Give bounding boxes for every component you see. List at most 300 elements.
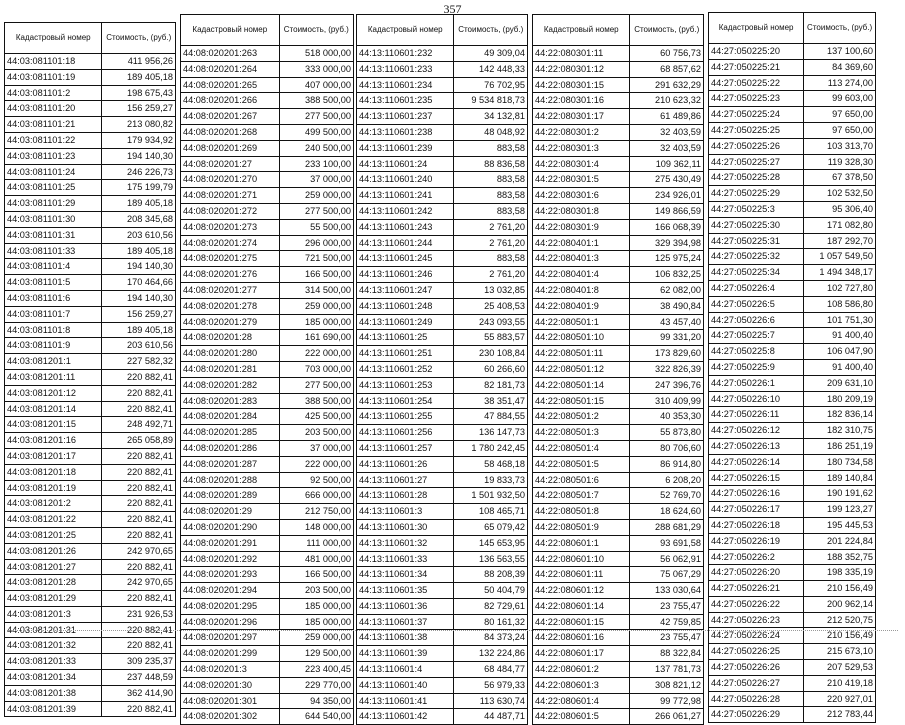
cost-cell: 194 140,30	[102, 290, 176, 306]
cost-cell: 38 490,84	[630, 298, 704, 314]
table-row	[533, 693, 704, 709]
cadastral-number-cell: 44:08:020201:263	[181, 46, 280, 62]
cadastral-number-cell: 44:27:050225:32	[709, 249, 804, 265]
table-row	[709, 707, 876, 723]
table-row	[357, 314, 528, 330]
cadastral-number-cell: 44:13:110601:39	[357, 646, 454, 662]
table-row	[181, 630, 354, 646]
table-row	[181, 267, 354, 283]
cadastral-number-cell: 44:27:050226:26	[709, 660, 804, 676]
table-row	[533, 61, 704, 77]
cost-cell: 186 251,19	[804, 438, 876, 454]
cadastral-number-cell: 44:22:080301:16	[533, 93, 630, 109]
cadastral-number-cell: 44:13:110601:25	[357, 330, 454, 346]
cadastral-number-cell: 44:27:050226:27	[709, 675, 804, 691]
table-row	[709, 565, 876, 581]
table-row	[533, 662, 704, 678]
cadastral-number-cell: 44:13:110601:233	[357, 61, 454, 77]
cadastral-number-cell: 44:13:110601:40	[357, 677, 454, 693]
cadastral-number-cell: 44:27:050225:25	[709, 122, 804, 138]
cost-cell: 32 403,59	[630, 124, 704, 140]
table-row	[5, 290, 176, 306]
cost-cell: 99 603,00	[804, 91, 876, 107]
table-row	[709, 549, 876, 565]
cadastral-number-cell: 44:03:081101:24	[5, 164, 102, 180]
cadastral-number-cell: 44:08:020201:30	[181, 677, 280, 693]
cadastral-number-cell: 44:13:110601:28	[357, 488, 454, 504]
cost-cell: 190 191,62	[804, 486, 876, 502]
cadastral-number-cell: 44:13:110601:235	[357, 93, 454, 109]
cost-cell: 329 394,98	[630, 235, 704, 251]
cadastral-number-cell: 44:03:081101:5	[5, 275, 102, 291]
cadastral-number-cell: 44:08:020201:274	[181, 235, 280, 251]
cost-cell: 182 836,14	[804, 407, 876, 423]
cadastral-number-cell: 44:27:050226:17	[709, 502, 804, 518]
cost-cell: 180 734,58	[804, 454, 876, 470]
cadastral-number-cell: 44:22:080301:5	[533, 172, 630, 188]
cadastral-number-cell: 44:22:080401:4	[533, 267, 630, 283]
cadastral-number-cell: 44:27:050226:25	[709, 644, 804, 660]
cost-cell: 208 345,68	[102, 211, 176, 227]
cost-cell: 129 500,00	[279, 646, 353, 662]
cadastral-number-cell: 44:27:050225:28	[709, 170, 804, 186]
cadastral-number-cell: 44:13:110601:241	[357, 188, 454, 204]
table-row	[709, 391, 876, 407]
cost-cell: 310 409,99	[630, 393, 704, 409]
table-row	[533, 109, 704, 125]
cadastral-number-cell: 44:03:081201:11	[5, 369, 102, 385]
table-row	[533, 93, 704, 109]
cost-cell: 188 352,75	[804, 549, 876, 565]
cadastral-number-cell: 44:03:081101:9	[5, 338, 102, 354]
cost-cell: 237 448,59	[102, 670, 176, 686]
cadastral-number-cell: 44:22:080501:6	[533, 472, 630, 488]
table-row	[5, 243, 176, 259]
table-row	[533, 567, 704, 583]
cost-cell: 97 650,00	[804, 107, 876, 123]
cost-cell: 220 882,41	[102, 527, 176, 543]
cost-cell: 60 266,60	[454, 361, 528, 377]
cadastral-number-cell: 44:08:020201:278	[181, 298, 280, 314]
table-row	[357, 425, 528, 441]
cost-cell: 99 772,98	[630, 693, 704, 709]
cost-cell: 80 706,60	[630, 440, 704, 456]
column-header-cost: Стоимость, (руб.)	[804, 13, 876, 44]
cost-cell: 2 761,20	[454, 267, 528, 283]
table-row	[5, 512, 176, 528]
table-row	[709, 107, 876, 123]
table-row	[533, 377, 704, 393]
cadastral-number-cell: 44:13:110601:249	[357, 314, 454, 330]
cost-cell: 92 500,00	[279, 472, 353, 488]
cost-cell: 212 783,44	[804, 707, 876, 723]
cadastral-number-cell: 44:08:020201:270	[181, 172, 280, 188]
table-row	[709, 265, 876, 281]
table-row	[181, 440, 354, 456]
table-row	[533, 251, 704, 267]
cadastral-number-cell: 44:22:080501:7	[533, 488, 630, 504]
table-row	[709, 454, 876, 470]
cost-cell: 242 970,65	[102, 543, 176, 559]
table-row	[533, 314, 704, 330]
table-row	[709, 217, 876, 233]
table-row	[533, 614, 704, 630]
cadastral-number-cell: 44:08:020201:272	[181, 203, 280, 219]
cadastral-number-cell: 44:08:020201:279	[181, 314, 280, 330]
cost-cell: 407 000,00	[279, 77, 353, 93]
table-row	[5, 369, 176, 385]
table-row	[357, 251, 528, 267]
table-row	[533, 630, 704, 646]
cost-cell: 2 761,20	[454, 235, 528, 251]
table-row	[5, 306, 176, 322]
table-row	[709, 201, 876, 217]
cost-cell: 94 350,00	[279, 693, 353, 709]
cadastral-number-cell: 44:08:020201:283	[181, 393, 280, 409]
table-row	[709, 138, 876, 154]
cost-cell: 166 068,39	[630, 219, 704, 235]
table-row	[181, 203, 354, 219]
table-row	[5, 259, 176, 275]
cost-cell: 203 500,00	[279, 425, 353, 441]
cadastral-number-cell: 44:27:050225:8	[709, 344, 804, 360]
table-row	[357, 488, 528, 504]
table-row	[357, 203, 528, 219]
cadastral-number-cell: 44:22:080601:11	[533, 567, 630, 583]
cadastral-number-cell: 44:13:110601:24	[357, 156, 454, 172]
cost-cell: 266 061,27	[630, 709, 704, 725]
table-row	[5, 196, 176, 212]
cost-cell: 203 500,00	[279, 583, 353, 599]
table-row	[5, 54, 176, 70]
cadastral-number-cell: 44:22:080401:1	[533, 235, 630, 251]
table-row	[357, 551, 528, 567]
table-row	[357, 630, 528, 646]
cost-cell: 42 759,85	[630, 614, 704, 630]
table-row	[709, 249, 876, 265]
cadastral-number-cell: 44:13:110601:255	[357, 409, 454, 425]
cadastral-number-cell: 44:03:081201:15	[5, 417, 102, 433]
cost-cell: 37 000,00	[279, 172, 353, 188]
table-row	[357, 709, 528, 725]
cost-cell: 187 292,70	[804, 233, 876, 249]
table-row	[181, 61, 354, 77]
table-row	[357, 93, 528, 109]
table-row	[533, 535, 704, 551]
table-row	[357, 519, 528, 535]
cost-cell: 13 032,85	[454, 282, 528, 298]
cost-cell: 288 681,29	[630, 519, 704, 535]
cadastral-number-cell: 44:27:050226:18	[709, 517, 804, 533]
table-row	[357, 409, 528, 425]
cost-cell: 185 000,00	[279, 314, 353, 330]
cadastral-number-cell: 44:27:050226:29	[709, 707, 804, 723]
cadastral-number-cell: 44:08:020201:282	[181, 377, 280, 393]
cost-cell: 721 500,00	[279, 251, 353, 267]
cadastral-number-cell: 44:22:080501:11	[533, 346, 630, 362]
cadastral-number-cell: 44:03:081101:23	[5, 148, 102, 164]
cost-cell: 55 500,00	[279, 219, 353, 235]
cadastral-number-cell: 44:13:110601:38	[357, 630, 454, 646]
column-header-cost: Стоимость, (руб.)	[630, 15, 704, 46]
cost-cell: 220 927,01	[804, 691, 876, 707]
cadastral-number-cell: 44:22:080501:12	[533, 361, 630, 377]
cadastral-number-cell: 44:13:110601:36	[357, 598, 454, 614]
cost-cell: 149 866,59	[630, 203, 704, 219]
cost-cell: 220 882,41	[102, 401, 176, 417]
cost-cell: 189 405,18	[102, 69, 176, 85]
cadastral-table-2	[180, 14, 354, 725]
table-row	[5, 401, 176, 417]
cadastral-number-cell: 44:13:110601:248	[357, 298, 454, 314]
cost-cell: 40 353,30	[630, 409, 704, 425]
cadastral-number-cell: 44:08:020201:286	[181, 440, 280, 456]
cost-cell: 220 882,41	[102, 701, 176, 717]
cadastral-number-cell: 44:03:081101:30	[5, 211, 102, 227]
table-row	[5, 211, 176, 227]
cost-cell: 133 030,64	[630, 583, 704, 599]
cadastral-number-cell: 44:27:050225:31	[709, 233, 804, 249]
table-row	[181, 314, 354, 330]
cost-cell: 425 500,00	[279, 409, 353, 425]
cost-cell: 220 882,41	[102, 512, 176, 528]
cost-cell: 111 000,00	[279, 535, 353, 551]
table-row	[357, 77, 528, 93]
table-row	[709, 375, 876, 391]
cost-cell: 227 582,32	[102, 354, 176, 370]
cadastral-number-cell: 44:08:020201:302	[181, 709, 280, 725]
cadastral-number-cell: 44:03:081201:32	[5, 638, 102, 654]
column-header-cadastral: Кадастровый номер	[533, 15, 630, 46]
cadastral-number-cell: 44:22:080501:8	[533, 504, 630, 520]
cost-cell: 220 882,41	[102, 622, 176, 638]
cost-cell: 210 156,49	[804, 581, 876, 597]
cadastral-number-cell: 44:27:050225:23	[709, 91, 804, 107]
cost-cell: 137 100,60	[804, 44, 876, 60]
table-row	[5, 385, 176, 401]
cost-cell: 91 400,40	[804, 359, 876, 375]
cost-cell: 234 926,01	[630, 188, 704, 204]
table-row	[357, 677, 528, 693]
cadastral-number-cell: 44:08:020201:295	[181, 598, 280, 614]
cost-cell: 137 781,73	[630, 662, 704, 678]
table-row	[709, 517, 876, 533]
cost-cell: 203 610,56	[102, 338, 176, 354]
cadastral-number-cell: 44:13:110601:257	[357, 440, 454, 456]
cost-cell: 666 000,00	[279, 488, 353, 504]
cost-cell: 58 468,18	[454, 456, 528, 472]
table-row	[181, 156, 354, 172]
cost-cell: 23 755,47	[630, 598, 704, 614]
table-row	[5, 606, 176, 622]
table-row	[357, 140, 528, 156]
cadastral-number-cell: 44:13:110601:3	[357, 504, 454, 520]
cadastral-number-cell: 44:22:080601:5	[533, 709, 630, 725]
header-row	[533, 15, 704, 46]
table-row	[709, 660, 876, 676]
cost-cell: 180 209,19	[804, 391, 876, 407]
table-row	[709, 581, 876, 597]
cost-cell: 220 882,41	[102, 448, 176, 464]
cost-cell: 113 274,00	[804, 75, 876, 91]
table-row	[709, 280, 876, 296]
cost-cell: 362 414,90	[102, 685, 176, 701]
cadastral-number-cell: 44:22:080501:10	[533, 330, 630, 346]
cost-cell: 322 826,39	[630, 361, 704, 377]
table-row	[709, 596, 876, 612]
cadastral-number-cell: 44:27:050226:16	[709, 486, 804, 502]
table-row	[357, 109, 528, 125]
cadastral-number-cell: 44:22:080601:16	[533, 630, 630, 646]
table-row	[533, 393, 704, 409]
table-row	[5, 227, 176, 243]
table-row	[5, 654, 176, 670]
table-row	[181, 709, 354, 725]
table-row	[709, 122, 876, 138]
cadastral-number-cell: 44:08:020201:290	[181, 519, 280, 535]
cost-cell: 229 770,00	[279, 677, 353, 693]
scan-edge	[8, 630, 898, 632]
cadastral-number-cell: 44:03:081201:34	[5, 670, 102, 686]
cadastral-number-cell: 44:03:081101:20	[5, 101, 102, 117]
table-row	[5, 180, 176, 196]
cadastral-number-cell: 44:08:020201:267	[181, 109, 280, 125]
cost-cell: 44 487,71	[454, 709, 528, 725]
table-row	[357, 456, 528, 472]
table-row	[533, 282, 704, 298]
table-row	[709, 533, 876, 549]
table-row	[5, 148, 176, 164]
cost-cell: 166 500,00	[279, 567, 353, 583]
cost-cell: 185 000,00	[279, 614, 353, 630]
cadastral-number-cell: 44:08:020201:297	[181, 630, 280, 646]
cadastral-number-cell: 44:27:050225:9	[709, 359, 804, 375]
cadastral-number-cell: 44:27:050226:2	[709, 549, 804, 565]
cadastral-number-cell: 44:27:050226:24	[709, 628, 804, 644]
table-row	[357, 330, 528, 346]
cadastral-number-cell: 44:13:110601:247	[357, 282, 454, 298]
page-number: 357	[443, 2, 462, 16]
cost-cell: 189 405,18	[102, 322, 176, 338]
cost-cell: 314 500,00	[279, 282, 353, 298]
cadastral-number-cell: 44:08:020201:291	[181, 535, 280, 551]
table-row	[709, 502, 876, 518]
table-row	[181, 425, 354, 441]
table-row	[709, 296, 876, 312]
cadastral-number-cell: 44:08:020201:29	[181, 504, 280, 520]
table-row	[5, 448, 176, 464]
cost-cell: 2 761,20	[454, 219, 528, 235]
cadastral-number-cell: 44:22:080501:5	[533, 456, 630, 472]
table-row	[181, 456, 354, 472]
cost-cell: 132 224,86	[454, 646, 528, 662]
cadastral-number-cell: 44:08:020201:266	[181, 93, 280, 109]
table-row	[533, 330, 704, 346]
cost-cell: 222 000,00	[279, 456, 353, 472]
cost-cell: 6 208,20	[630, 472, 704, 488]
column-header-cadastral: Кадастровый номер	[181, 15, 280, 46]
cost-cell: 703 000,00	[279, 361, 353, 377]
cost-cell: 84 373,24	[454, 630, 528, 646]
cost-cell: 883,58	[454, 172, 528, 188]
cost-cell: 210 623,32	[630, 93, 704, 109]
table-row	[357, 472, 528, 488]
cadastral-number-cell: 44:03:081201:3	[5, 606, 102, 622]
table-row	[709, 186, 876, 202]
table-row	[181, 551, 354, 567]
cadastral-number-cell: 44:27:050226:1	[709, 375, 804, 391]
cost-cell: 18 624,60	[630, 504, 704, 520]
cadastral-number-cell: 44:08:020201:301	[181, 693, 280, 709]
table-row	[533, 298, 704, 314]
cost-cell: 102 727,80	[804, 280, 876, 296]
column-header-cost: Стоимость, (руб.)	[102, 23, 176, 54]
cost-cell: 210 156,49	[804, 628, 876, 644]
table-row	[181, 583, 354, 599]
cost-cell: 175 199,79	[102, 180, 176, 196]
cost-cell: 220 882,41	[102, 496, 176, 512]
cadastral-number-cell: 44:22:080301:17	[533, 109, 630, 125]
table-row	[5, 85, 176, 101]
cost-cell: 106 047,90	[804, 344, 876, 360]
cadastral-number-cell: 44:08:020201:284	[181, 409, 280, 425]
cost-cell: 103 313,70	[804, 138, 876, 154]
cadastral-number-cell: 44:27:050226:22	[709, 596, 804, 612]
table-row	[181, 662, 354, 678]
cost-cell: 388 500,00	[279, 393, 353, 409]
cost-cell: 1 780 242,45	[454, 440, 528, 456]
cadastral-number-cell: 44:22:080301:2	[533, 124, 630, 140]
cadastral-number-cell: 44:27:050226:20	[709, 565, 804, 581]
cadastral-number-cell: 44:03:081101:18	[5, 54, 102, 70]
cadastral-number-cell: 44:27:050226:12	[709, 423, 804, 439]
cadastral-number-cell: 44:03:081201:29	[5, 591, 102, 607]
column-header-cost: Стоимость, (руб.)	[454, 15, 528, 46]
cadastral-number-cell: 44:27:050225:29	[709, 186, 804, 202]
cadastral-number-cell: 44:22:080301:3	[533, 140, 630, 156]
table-row	[357, 235, 528, 251]
table-row	[709, 691, 876, 707]
cadastral-number-cell: 44:27:050226:14	[709, 454, 804, 470]
cadastral-number-cell: 44:08:020201:265	[181, 77, 280, 93]
cadastral-number-cell: 44:13:110601:30	[357, 519, 454, 535]
cadastral-number-cell: 44:13:110601:256	[357, 425, 454, 441]
cost-cell: 1 501 932,50	[454, 488, 528, 504]
cost-cell: 212 520,75	[804, 612, 876, 628]
table-row	[533, 361, 704, 377]
cost-cell: 189 140,84	[804, 470, 876, 486]
cadastral-number-cell: 44:13:110601:246	[357, 267, 454, 283]
cadastral-number-cell: 44:08:020201:287	[181, 456, 280, 472]
cost-cell: 259 000,00	[279, 298, 353, 314]
table-row	[357, 693, 528, 709]
cadastral-number-cell: 44:03:081101:21	[5, 117, 102, 133]
cadastral-number-cell: 44:03:081101:22	[5, 132, 102, 148]
cadastral-number-cell: 44:22:080301:8	[533, 203, 630, 219]
cost-cell: 88 322,84	[630, 646, 704, 662]
table-row	[181, 298, 354, 314]
cost-cell: 203 610,56	[102, 227, 176, 243]
cost-cell: 125 975,24	[630, 251, 704, 267]
cadastral-number-cell: 44:27:050225:20	[709, 44, 804, 60]
table-row	[357, 535, 528, 551]
cadastral-number-cell: 44:13:110601:27	[357, 472, 454, 488]
cost-cell: 233 100,00	[279, 156, 353, 172]
table-row	[181, 346, 354, 362]
table-row	[357, 219, 528, 235]
cost-cell: 277 500,00	[279, 377, 353, 393]
cadastral-number-cell: 44:22:080601:1	[533, 535, 630, 551]
